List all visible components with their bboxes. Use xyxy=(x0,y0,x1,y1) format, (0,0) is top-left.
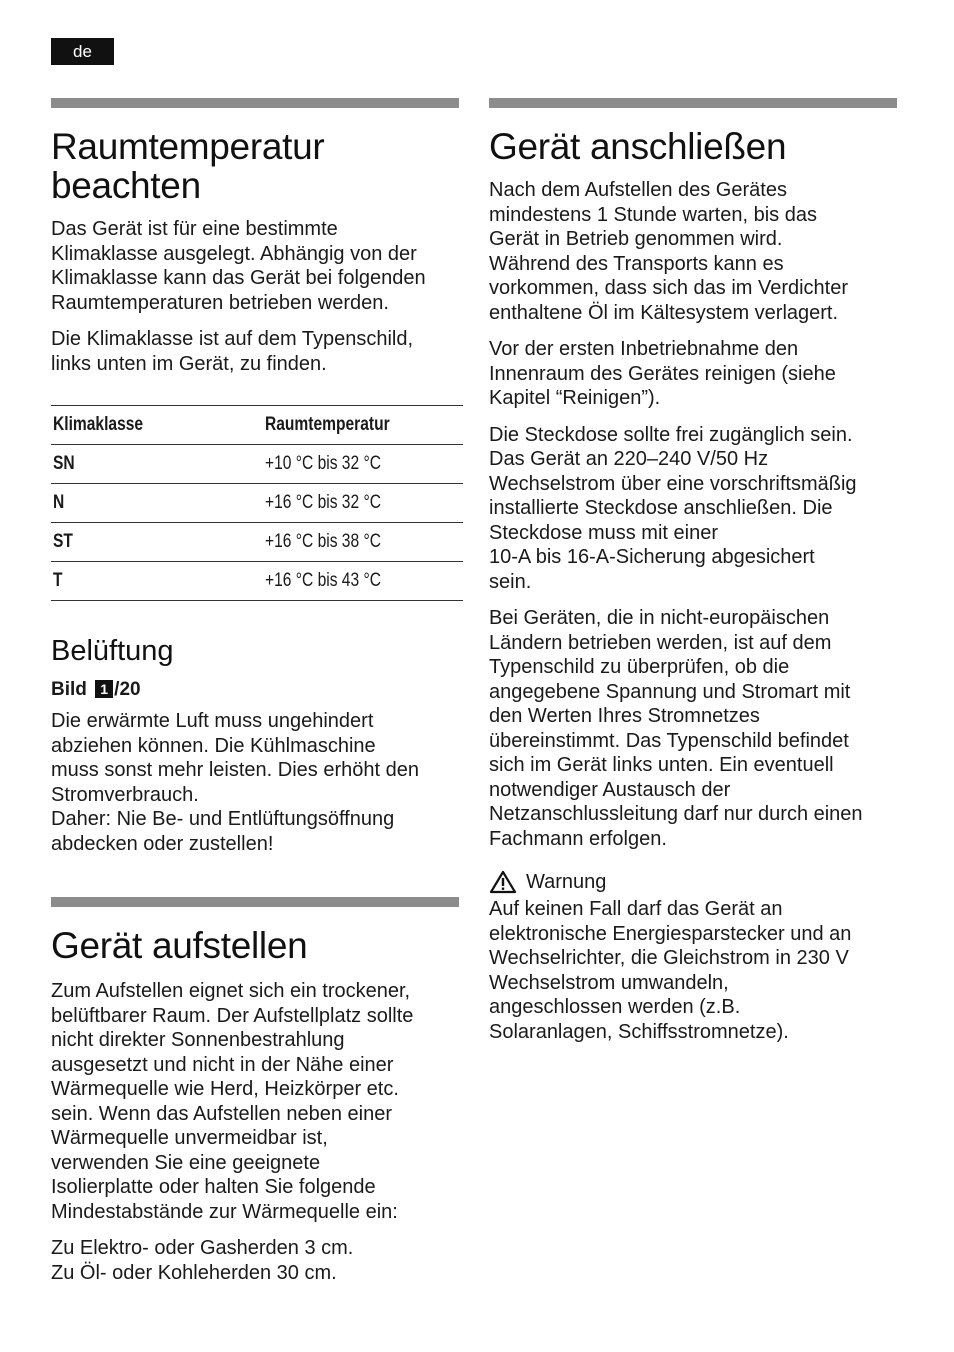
table-cell-class: T xyxy=(51,562,251,601)
table-cell-temperature: +16 °C bis 38 °C xyxy=(251,523,463,562)
paragraph: Die Klimaklasse ist auf dem Typenschild, links unten im Gerät, zu finden. xyxy=(51,328,414,375)
table-cell-temperature: +16 °C bis 32 °C xyxy=(251,484,463,523)
table-cell-class: SN xyxy=(51,445,251,484)
paragraph: Zu Elektro- oder Gasherden 3 cm. Zu Öl- oder Kohleherden 30 cm. xyxy=(51,1237,354,1284)
table-cell-temperature: +16 °C bis 43 °C xyxy=(251,562,463,601)
title-line: beachten xyxy=(51,165,201,206)
figure-page: /20 xyxy=(114,679,141,700)
paragraph: Die Steckdose sollte frei zugänglich sein. Das Gerät an 220–240 V/50 Hz Wechselstrom über eine vorschriftsmäßig installierte Steckdose anschließen. Die Steckdose muss mit einer 10-A bis 16-A-Sicherung abgesichert sein. xyxy=(489,423,857,593)
column-header-raumtemperatur: Raumtemperatur xyxy=(251,406,463,445)
section-rule xyxy=(51,98,459,108)
left-column xyxy=(51,98,463,1285)
table-cell-class: ST xyxy=(51,523,251,562)
right-column xyxy=(489,98,903,1044)
figure-label: Bild xyxy=(51,679,87,700)
paragraph: Bei Geräten, die in nicht-europäischen Ländern betrieben werden, ist auf dem Typenschild zu überprüfen, ob die angegebene Spannung und Stromart mit den Werten Ihres Stromnetzes übereinstimmt. Das Typenschild befindet sich im Gerät links unten. Ein eventuell notwendiger Austausch der Netzanschlussleitung darf nur durch einen Fachmann erfolgen. xyxy=(489,607,863,850)
warning-heading xyxy=(489,869,903,895)
paragraph: Auf keinen Fall darf das Gerät an elektronische Energiesparstecker und an Wechselrichter, die Gleichstrom in 230 V Wechselstrom umwandeln, angeschlossen werden (z.B. Solaranlagen, Schiffsstromnetze). xyxy=(489,898,852,1043)
figure-number-badge: 1 xyxy=(95,680,113,698)
section-title-aufstellen: Gerät aufstellen xyxy=(51,925,308,966)
section-rule xyxy=(489,98,897,108)
section-title-anschliessen: Gerät anschließen xyxy=(489,126,787,167)
table-cell-class: N xyxy=(51,484,251,523)
warning-triangle-icon xyxy=(489,870,517,894)
paragraph: Zum Aufstellen eignet sich ein trockener, belüftbarer Raum. Der Aufstellplatz sollte nicht direkter Sonnenbestrahlung ausgesetzt und nicht in der Nähe einer Wärmequelle wie Herd, Heizkörper etc. sein. Wenn das Aufstellen neben einer Wärmequelle unvermeidbar ist, verwenden Sie eine geeignete Isolierplatte oder halten Sie folgende Mindestabstände zur Wärmequelle ein: xyxy=(51,980,414,1223)
table-cell-temperature: +10 °C bis 32 °C xyxy=(251,445,463,484)
climate-class-table xyxy=(51,405,463,601)
section-title-belueftung: Belüftung xyxy=(51,635,174,667)
section-rule xyxy=(51,897,459,907)
paragraph: Nach dem Aufstellen des Gerätes mindestens 1 Stunde warten, bis das Gerät in Betrieb genommen wird. Während des Transports kann es vorkommen, dass sich das im Verdichter enthaltene Öl im Kältesystem verlagert. xyxy=(489,179,849,324)
title-line: Raumtemperatur xyxy=(51,126,325,167)
table-row xyxy=(51,562,463,601)
section-title-raumtemperatur xyxy=(51,127,463,205)
warning-label: Warnung xyxy=(526,871,607,893)
column-header-klimaklasse: Klimaklasse xyxy=(51,406,251,445)
language-tag: de xyxy=(51,38,114,65)
table-row xyxy=(51,445,463,484)
table-row xyxy=(51,523,463,562)
table-header-row xyxy=(51,406,463,445)
table-row xyxy=(51,484,463,523)
paragraph: Vor der ersten Inbetriebnahme den Innenraum des Gerätes reinigen (siehe Kapitel “Reinigen”). xyxy=(489,338,836,409)
figure-reference xyxy=(51,677,463,703)
paragraph: Das Gerät ist für eine bestimmte Klimaklasse ausgelegt. Abhängig von der Klimaklasse kann das Gerät bei folgenden Raumtemperaturen betrieben werden. xyxy=(51,218,426,314)
paragraph: Die erwärmte Luft muss ungehindert abziehen können. Die Kühlmaschine muss sonst mehr leisten. Dies erhöht den Stromverbrauch. Daher: Nie Be- und Entlüftungsöffnung abdecken oder zustellen! xyxy=(51,710,419,855)
